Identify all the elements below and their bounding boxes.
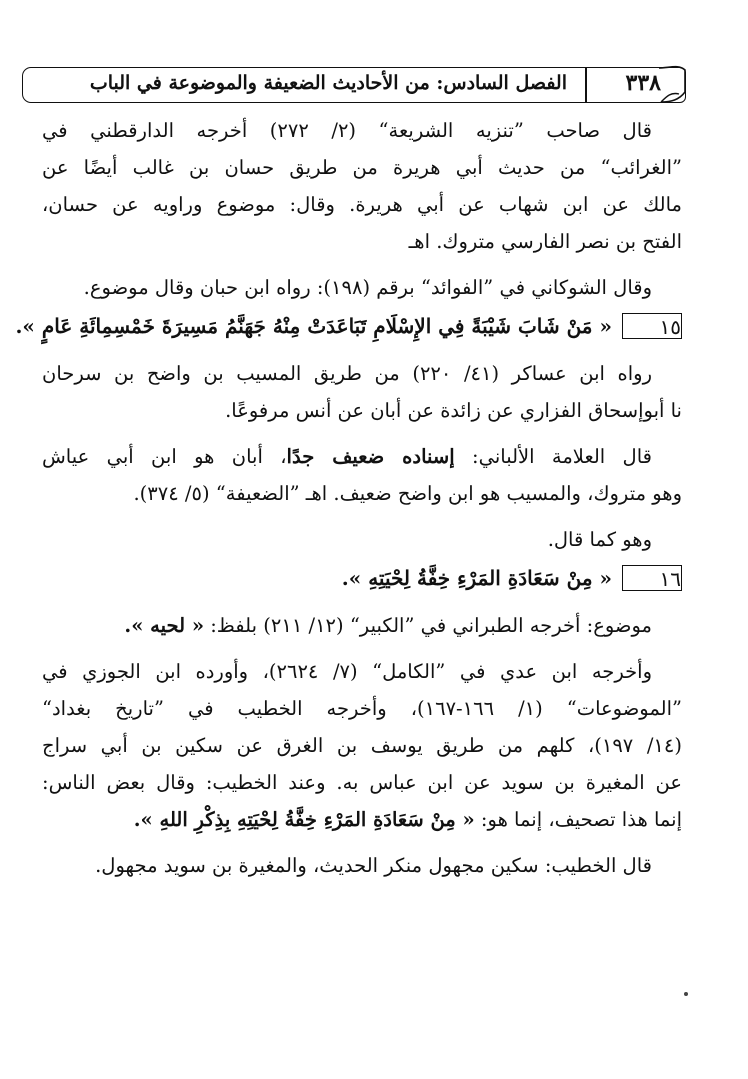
text-line: رواه ابن عساكر (٤١/ ٢٢٠) من طريق المسيب بن واضح بن سرحان	[42, 362, 652, 385]
hadith-number-box: ١٦	[622, 565, 682, 591]
text-line: قال صاحب ”تنزيه الشريعة“ (٢/ ٢٧٢) أخرجه الدارقطني في	[42, 119, 652, 142]
running-header	[22, 67, 686, 103]
text-line: وهو كما قال.	[547, 528, 652, 551]
header-divider	[585, 67, 587, 103]
paragraph-shawkani	[42, 269, 682, 306]
text-line: عن المغيرة بن سويد عن ابن عباس به. وعند الخطيب: وقال بعض الناس:	[42, 771, 682, 794]
text-line: ”الغرائب“ من حديث أبي هريرة من طريق حسان بن غالب أيضًا عن	[42, 156, 682, 179]
bold-quote: « لحيه ».	[124, 614, 205, 637]
text-line: وقال الشوكاني في ”الفوائد“ برقم (١٩٨): رواه ابن حبان وقال موضوع.	[83, 276, 652, 299]
text-line: (١٤/ ١٩٧)، كلهم من طريق يوسف بن الغرق عن سكين بن أبي سراج	[42, 734, 682, 757]
text-span: إنما هذا تصحيف، إنما هو:	[474, 808, 682, 831]
page-curl-ornament	[657, 62, 687, 104]
bold-verdict: إسناده ضعيف جدًا	[286, 445, 455, 468]
hadith-number-box: ١٥	[622, 313, 682, 339]
paragraph-tanzih	[42, 112, 682, 260]
text-line: وهو متروك، والمسيب هو ابن واضح ضعيف. اهـ ”الضعيفة“ (٥/ ٣٧٤).	[133, 482, 682, 505]
text-line	[42, 438, 682, 475]
page-number: ٣٣٨	[625, 70, 661, 96]
chapter-title: الفصل السادس: من الأحاديث الضعيفة والموضوعة في الباب	[89, 72, 567, 94]
text-line: ”الموضوعات“ (١/ ١٦٦-١٦٧)، وأخرجه الخطيب في ”تاريخ بغداد“	[42, 697, 682, 720]
hadith-text: « مِنْ سَعَادَةِ المَرْءِ خِفَّةُ لِحْيَتِهِ ».	[341, 566, 612, 590]
text-line: نا أبوإسحاق الفزاري عن زائدة عن أبان عن أنس مرفوعًا.	[225, 399, 682, 422]
paragraph-tabarani	[42, 607, 682, 644]
paragraph-agreement	[42, 521, 682, 558]
text-line: قال الخطيب: سكين مجهول منكر الحديث، والمغيرة بن سويد مجهول.	[95, 854, 652, 877]
page-body	[15, 112, 682, 884]
hadith-15	[15, 306, 682, 346]
hadith-text: « مَنْ شَابَ شَيْبَةً فِي الإِسْلَامِ تَبَاعَدَتْ مِنْهُ جَهَنَّمُ مَسِيرَةَ خَمْسِمِائَةِ عَامٍ ».	[15, 314, 612, 338]
ink-dot	[684, 992, 688, 996]
text-line	[42, 607, 682, 644]
text-span: موضوع: أخرجه الطبراني في ”الكبير“ (١٢/ ٢١١) بلفظ:	[204, 614, 652, 637]
hadith-16	[42, 558, 682, 598]
text-span: قال العلامة الألباني:	[454, 445, 652, 468]
text-line: مالك عن ابن شهاب عن أبي هريرة. وقال: موضوع وراويه عن حسان،	[42, 193, 682, 216]
paragraph-khatib	[42, 847, 682, 884]
bold-quote: « مِنْ سَعَادَةِ المَرْءِ خِفَّةُ لِحْيَتِهِ بِذِكْرِ اللهِ ».	[133, 808, 475, 831]
text-line: وأخرجه ابن عدي في ”الكامل“ (٧/ ٢٦٢٤)، وأورده ابن الجوزي في	[42, 660, 652, 683]
paragraph-ibn-asakir	[42, 355, 682, 429]
text-span: ، أبان هو ابن أبي عياش	[42, 445, 287, 468]
paragraph-albani	[42, 438, 682, 512]
text-line: الفتح بن نصر الفارسي متروك. اهـ	[408, 230, 682, 253]
text-line	[42, 801, 682, 838]
paragraph-ibn-adi	[42, 653, 682, 838]
